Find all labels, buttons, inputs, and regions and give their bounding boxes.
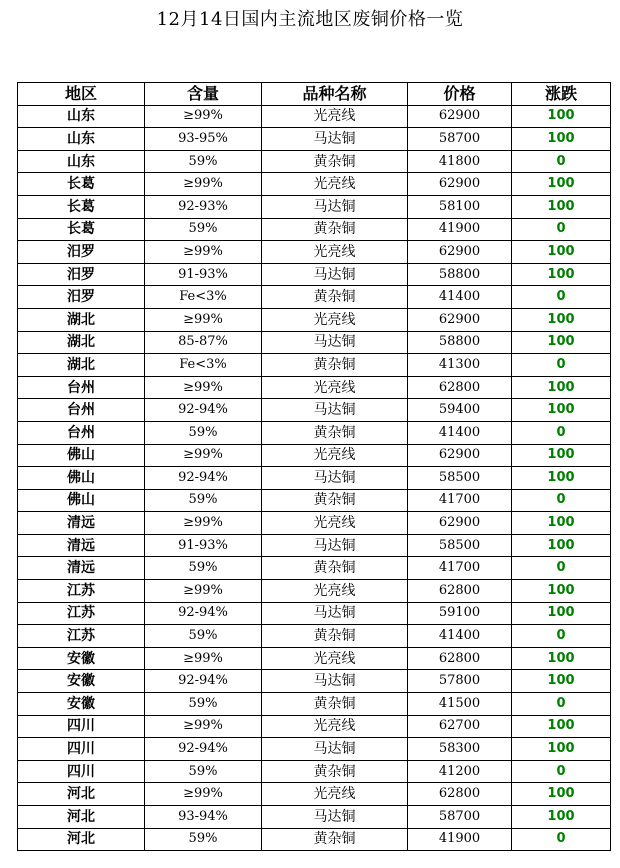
variety-cell: 光亮线 bbox=[262, 308, 408, 331]
variety-cell: 马达铜 bbox=[262, 399, 408, 422]
region-cell: 安徽 bbox=[18, 647, 145, 670]
price-cell: 41200 bbox=[408, 760, 512, 783]
content-cell: Fe<3% bbox=[145, 286, 262, 309]
price-cell: 62900 bbox=[408, 512, 512, 535]
table-row bbox=[18, 331, 611, 354]
variety-cell: 黄杂铜 bbox=[262, 760, 408, 783]
content-cell: 92-93% bbox=[145, 195, 262, 218]
price-cell: 62700 bbox=[408, 715, 512, 738]
table-row bbox=[18, 806, 611, 829]
change-cell: 100 bbox=[512, 331, 611, 354]
content-cell: 59% bbox=[145, 489, 262, 512]
content-cell: 92-94% bbox=[145, 467, 262, 490]
variety-cell: 黄杂铜 bbox=[262, 625, 408, 648]
change-cell: 100 bbox=[512, 670, 611, 693]
region-cell: 江苏 bbox=[18, 625, 145, 648]
variety-cell: 黄杂铜 bbox=[262, 557, 408, 580]
table-row bbox=[18, 693, 611, 716]
content-cell: ≥99% bbox=[145, 308, 262, 331]
content-cell: 85-87% bbox=[145, 331, 262, 354]
table-row bbox=[18, 150, 611, 173]
price-cell: 62900 bbox=[408, 308, 512, 331]
change-cell: 100 bbox=[512, 715, 611, 738]
region-cell: 湖北 bbox=[18, 308, 145, 331]
price-cell: 62900 bbox=[408, 444, 512, 467]
region-cell: 安徽 bbox=[18, 670, 145, 693]
price-cell: 41400 bbox=[408, 286, 512, 309]
content-cell: ≥99% bbox=[145, 444, 262, 467]
region-cell: 佛山 bbox=[18, 489, 145, 512]
change-cell: 100 bbox=[512, 444, 611, 467]
variety-cell: 黄杂铜 bbox=[262, 693, 408, 716]
variety-cell: 马达铜 bbox=[262, 806, 408, 829]
price-cell: 41900 bbox=[408, 218, 512, 241]
variety-cell: 光亮线 bbox=[262, 715, 408, 738]
table-row bbox=[18, 128, 611, 151]
region-cell: 清远 bbox=[18, 512, 145, 535]
table-row bbox=[18, 512, 611, 535]
price-cell: 41800 bbox=[408, 150, 512, 173]
region-cell: 汨罗 bbox=[18, 263, 145, 286]
content-cell: ≥99% bbox=[145, 376, 262, 399]
price-cell: 62900 bbox=[408, 105, 512, 128]
variety-cell: 光亮线 bbox=[262, 512, 408, 535]
change-cell: 100 bbox=[512, 580, 611, 603]
table-row bbox=[18, 489, 611, 512]
variety-cell: 光亮线 bbox=[262, 783, 408, 806]
table-row bbox=[18, 308, 611, 331]
region-cell: 佛山 bbox=[18, 444, 145, 467]
content-cell: 59% bbox=[145, 760, 262, 783]
price-cell: 62800 bbox=[408, 580, 512, 603]
change-cell: 100 bbox=[512, 376, 611, 399]
price-cell: 62900 bbox=[408, 173, 512, 196]
table-row bbox=[18, 421, 611, 444]
region-cell: 四川 bbox=[18, 738, 145, 761]
change-cell: 0 bbox=[512, 557, 611, 580]
change-cell: 0 bbox=[512, 218, 611, 241]
table-row bbox=[18, 444, 611, 467]
price-cell: 41400 bbox=[408, 421, 512, 444]
variety-cell: 光亮线 bbox=[262, 241, 408, 264]
region-cell: 汨罗 bbox=[18, 241, 145, 264]
region-cell: 清远 bbox=[18, 534, 145, 557]
price-cell: 41700 bbox=[408, 557, 512, 580]
region-cell: 河北 bbox=[18, 828, 145, 851]
content-cell: ≥99% bbox=[145, 647, 262, 670]
variety-cell: 黄杂铜 bbox=[262, 354, 408, 377]
table-row bbox=[18, 286, 611, 309]
content-cell: 91-93% bbox=[145, 263, 262, 286]
table-row bbox=[18, 670, 611, 693]
change-cell: 100 bbox=[512, 195, 611, 218]
price-cell: 58100 bbox=[408, 195, 512, 218]
table-row bbox=[18, 602, 611, 625]
content-cell: 91-93% bbox=[145, 534, 262, 557]
region-cell: 湖北 bbox=[18, 331, 145, 354]
region-cell: 湖北 bbox=[18, 354, 145, 377]
table-row bbox=[18, 625, 611, 648]
table-row bbox=[18, 760, 611, 783]
price-cell: 62800 bbox=[408, 647, 512, 670]
variety-cell: 黄杂铜 bbox=[262, 286, 408, 309]
change-cell: 0 bbox=[512, 625, 611, 648]
region-cell: 台州 bbox=[18, 376, 145, 399]
change-cell: 100 bbox=[512, 647, 611, 670]
variety-cell: 黄杂铜 bbox=[262, 218, 408, 241]
content-cell: ≥99% bbox=[145, 173, 262, 196]
content-cell: 92-94% bbox=[145, 399, 262, 422]
variety-cell: 光亮线 bbox=[262, 647, 408, 670]
content-cell: 93-95% bbox=[145, 128, 262, 151]
change-cell: 100 bbox=[512, 399, 611, 422]
variety-cell: 马达铜 bbox=[262, 467, 408, 490]
content-cell: ≥99% bbox=[145, 715, 262, 738]
variety-cell: 黄杂铜 bbox=[262, 421, 408, 444]
variety-cell: 马达铜 bbox=[262, 263, 408, 286]
table-row bbox=[18, 647, 611, 670]
content-cell: 59% bbox=[145, 828, 262, 851]
price-cell: 58500 bbox=[408, 534, 512, 557]
variety-cell: 马达铜 bbox=[262, 670, 408, 693]
price-cell: 59100 bbox=[408, 602, 512, 625]
change-cell: 0 bbox=[512, 760, 611, 783]
price-cell: 62900 bbox=[408, 241, 512, 264]
table-row bbox=[18, 241, 611, 264]
content-cell: ≥99% bbox=[145, 241, 262, 264]
header-variety: 品种名称 bbox=[262, 83, 408, 106]
variety-cell: 光亮线 bbox=[262, 444, 408, 467]
price-cell: 41400 bbox=[408, 625, 512, 648]
price-cell: 41300 bbox=[408, 354, 512, 377]
header-region: 地区 bbox=[18, 83, 145, 106]
price-cell: 62800 bbox=[408, 376, 512, 399]
table-row bbox=[18, 218, 611, 241]
header-content: 含量 bbox=[145, 83, 262, 106]
variety-cell: 马达铜 bbox=[262, 534, 408, 557]
table-row bbox=[18, 195, 611, 218]
table-row bbox=[18, 715, 611, 738]
region-cell: 佛山 bbox=[18, 467, 145, 490]
change-cell: 100 bbox=[512, 534, 611, 557]
region-cell: 汨罗 bbox=[18, 286, 145, 309]
table-row bbox=[18, 557, 611, 580]
change-cell: 0 bbox=[512, 150, 611, 173]
change-cell: 100 bbox=[512, 783, 611, 806]
region-cell: 山东 bbox=[18, 105, 145, 128]
table-row bbox=[18, 783, 611, 806]
content-cell: 59% bbox=[145, 557, 262, 580]
content-cell: ≥99% bbox=[145, 105, 262, 128]
table-row bbox=[18, 376, 611, 399]
region-cell: 河北 bbox=[18, 806, 145, 829]
region-cell: 山东 bbox=[18, 150, 145, 173]
region-cell: 长葛 bbox=[18, 218, 145, 241]
variety-cell: 马达铜 bbox=[262, 128, 408, 151]
region-cell: 山东 bbox=[18, 128, 145, 151]
price-cell: 58800 bbox=[408, 263, 512, 286]
table-header-row bbox=[18, 83, 611, 106]
header-price: 价格 bbox=[408, 83, 512, 106]
price-cell: 41700 bbox=[408, 489, 512, 512]
region-cell: 台州 bbox=[18, 421, 145, 444]
price-table bbox=[17, 82, 611, 851]
variety-cell: 黄杂铜 bbox=[262, 489, 408, 512]
content-cell: 59% bbox=[145, 421, 262, 444]
header-change: 涨跌 bbox=[512, 83, 611, 106]
change-cell: 100 bbox=[512, 263, 611, 286]
table-body bbox=[18, 105, 611, 851]
variety-cell: 黄杂铜 bbox=[262, 150, 408, 173]
region-cell: 安徽 bbox=[18, 693, 145, 716]
table-row bbox=[18, 534, 611, 557]
content-cell: 92-94% bbox=[145, 670, 262, 693]
change-cell: 100 bbox=[512, 105, 611, 128]
change-cell: 100 bbox=[512, 467, 611, 490]
change-cell: 100 bbox=[512, 806, 611, 829]
region-cell: 江苏 bbox=[18, 602, 145, 625]
change-cell: 0 bbox=[512, 828, 611, 851]
change-cell: 100 bbox=[512, 128, 611, 151]
price-cell: 58500 bbox=[408, 467, 512, 490]
region-cell: 长葛 bbox=[18, 195, 145, 218]
region-cell: 台州 bbox=[18, 399, 145, 422]
content-cell: 59% bbox=[145, 693, 262, 716]
price-cell: 41900 bbox=[408, 828, 512, 851]
region-cell: 河北 bbox=[18, 783, 145, 806]
content-cell: Fe<3% bbox=[145, 354, 262, 377]
region-cell: 长葛 bbox=[18, 173, 145, 196]
variety-cell: 光亮线 bbox=[262, 580, 408, 603]
change-cell: 100 bbox=[512, 602, 611, 625]
table-row bbox=[18, 738, 611, 761]
content-cell: 59% bbox=[145, 625, 262, 648]
content-cell: 92-94% bbox=[145, 602, 262, 625]
change-cell: 100 bbox=[512, 308, 611, 331]
page-title: 12月14日国内主流地区废铜价格一览 bbox=[156, 9, 464, 30]
content-cell: 59% bbox=[145, 150, 262, 173]
change-cell: 100 bbox=[512, 512, 611, 535]
table-row bbox=[18, 354, 611, 377]
price-cell: 41500 bbox=[408, 693, 512, 716]
change-cell: 0 bbox=[512, 421, 611, 444]
content-cell: ≥99% bbox=[145, 580, 262, 603]
change-cell: 0 bbox=[512, 489, 611, 512]
table-row bbox=[18, 105, 611, 128]
table-row bbox=[18, 399, 611, 422]
change-cell: 0 bbox=[512, 286, 611, 309]
region-cell: 四川 bbox=[18, 760, 145, 783]
price-cell: 62800 bbox=[408, 783, 512, 806]
price-cell: 59400 bbox=[408, 399, 512, 422]
variety-cell: 黄杂铜 bbox=[262, 828, 408, 851]
price-cell: 58300 bbox=[408, 738, 512, 761]
price-cell: 58700 bbox=[408, 128, 512, 151]
variety-cell: 马达铜 bbox=[262, 331, 408, 354]
content-cell: ≥99% bbox=[145, 512, 262, 535]
change-cell: 100 bbox=[512, 738, 611, 761]
variety-cell: 马达铜 bbox=[262, 738, 408, 761]
change-cell: 0 bbox=[512, 693, 611, 716]
content-cell: ≥99% bbox=[145, 783, 262, 806]
change-cell: 100 bbox=[512, 173, 611, 196]
content-cell: 93-94% bbox=[145, 806, 262, 829]
region-cell: 江苏 bbox=[18, 580, 145, 603]
table-row bbox=[18, 828, 611, 851]
variety-cell: 光亮线 bbox=[262, 376, 408, 399]
price-cell: 58800 bbox=[408, 331, 512, 354]
variety-cell: 马达铜 bbox=[262, 195, 408, 218]
region-cell: 四川 bbox=[18, 715, 145, 738]
change-cell: 100 bbox=[512, 241, 611, 264]
variety-cell: 光亮线 bbox=[262, 173, 408, 196]
table-row bbox=[18, 263, 611, 286]
price-cell: 57800 bbox=[408, 670, 512, 693]
table-row bbox=[18, 580, 611, 603]
variety-cell: 马达铜 bbox=[262, 602, 408, 625]
content-cell: 59% bbox=[145, 218, 262, 241]
price-cell: 58700 bbox=[408, 806, 512, 829]
content-cell: 92-94% bbox=[145, 738, 262, 761]
table-row bbox=[18, 173, 611, 196]
change-cell: 0 bbox=[512, 354, 611, 377]
region-cell: 清远 bbox=[18, 557, 145, 580]
variety-cell: 光亮线 bbox=[262, 105, 408, 128]
table-row bbox=[18, 467, 611, 490]
